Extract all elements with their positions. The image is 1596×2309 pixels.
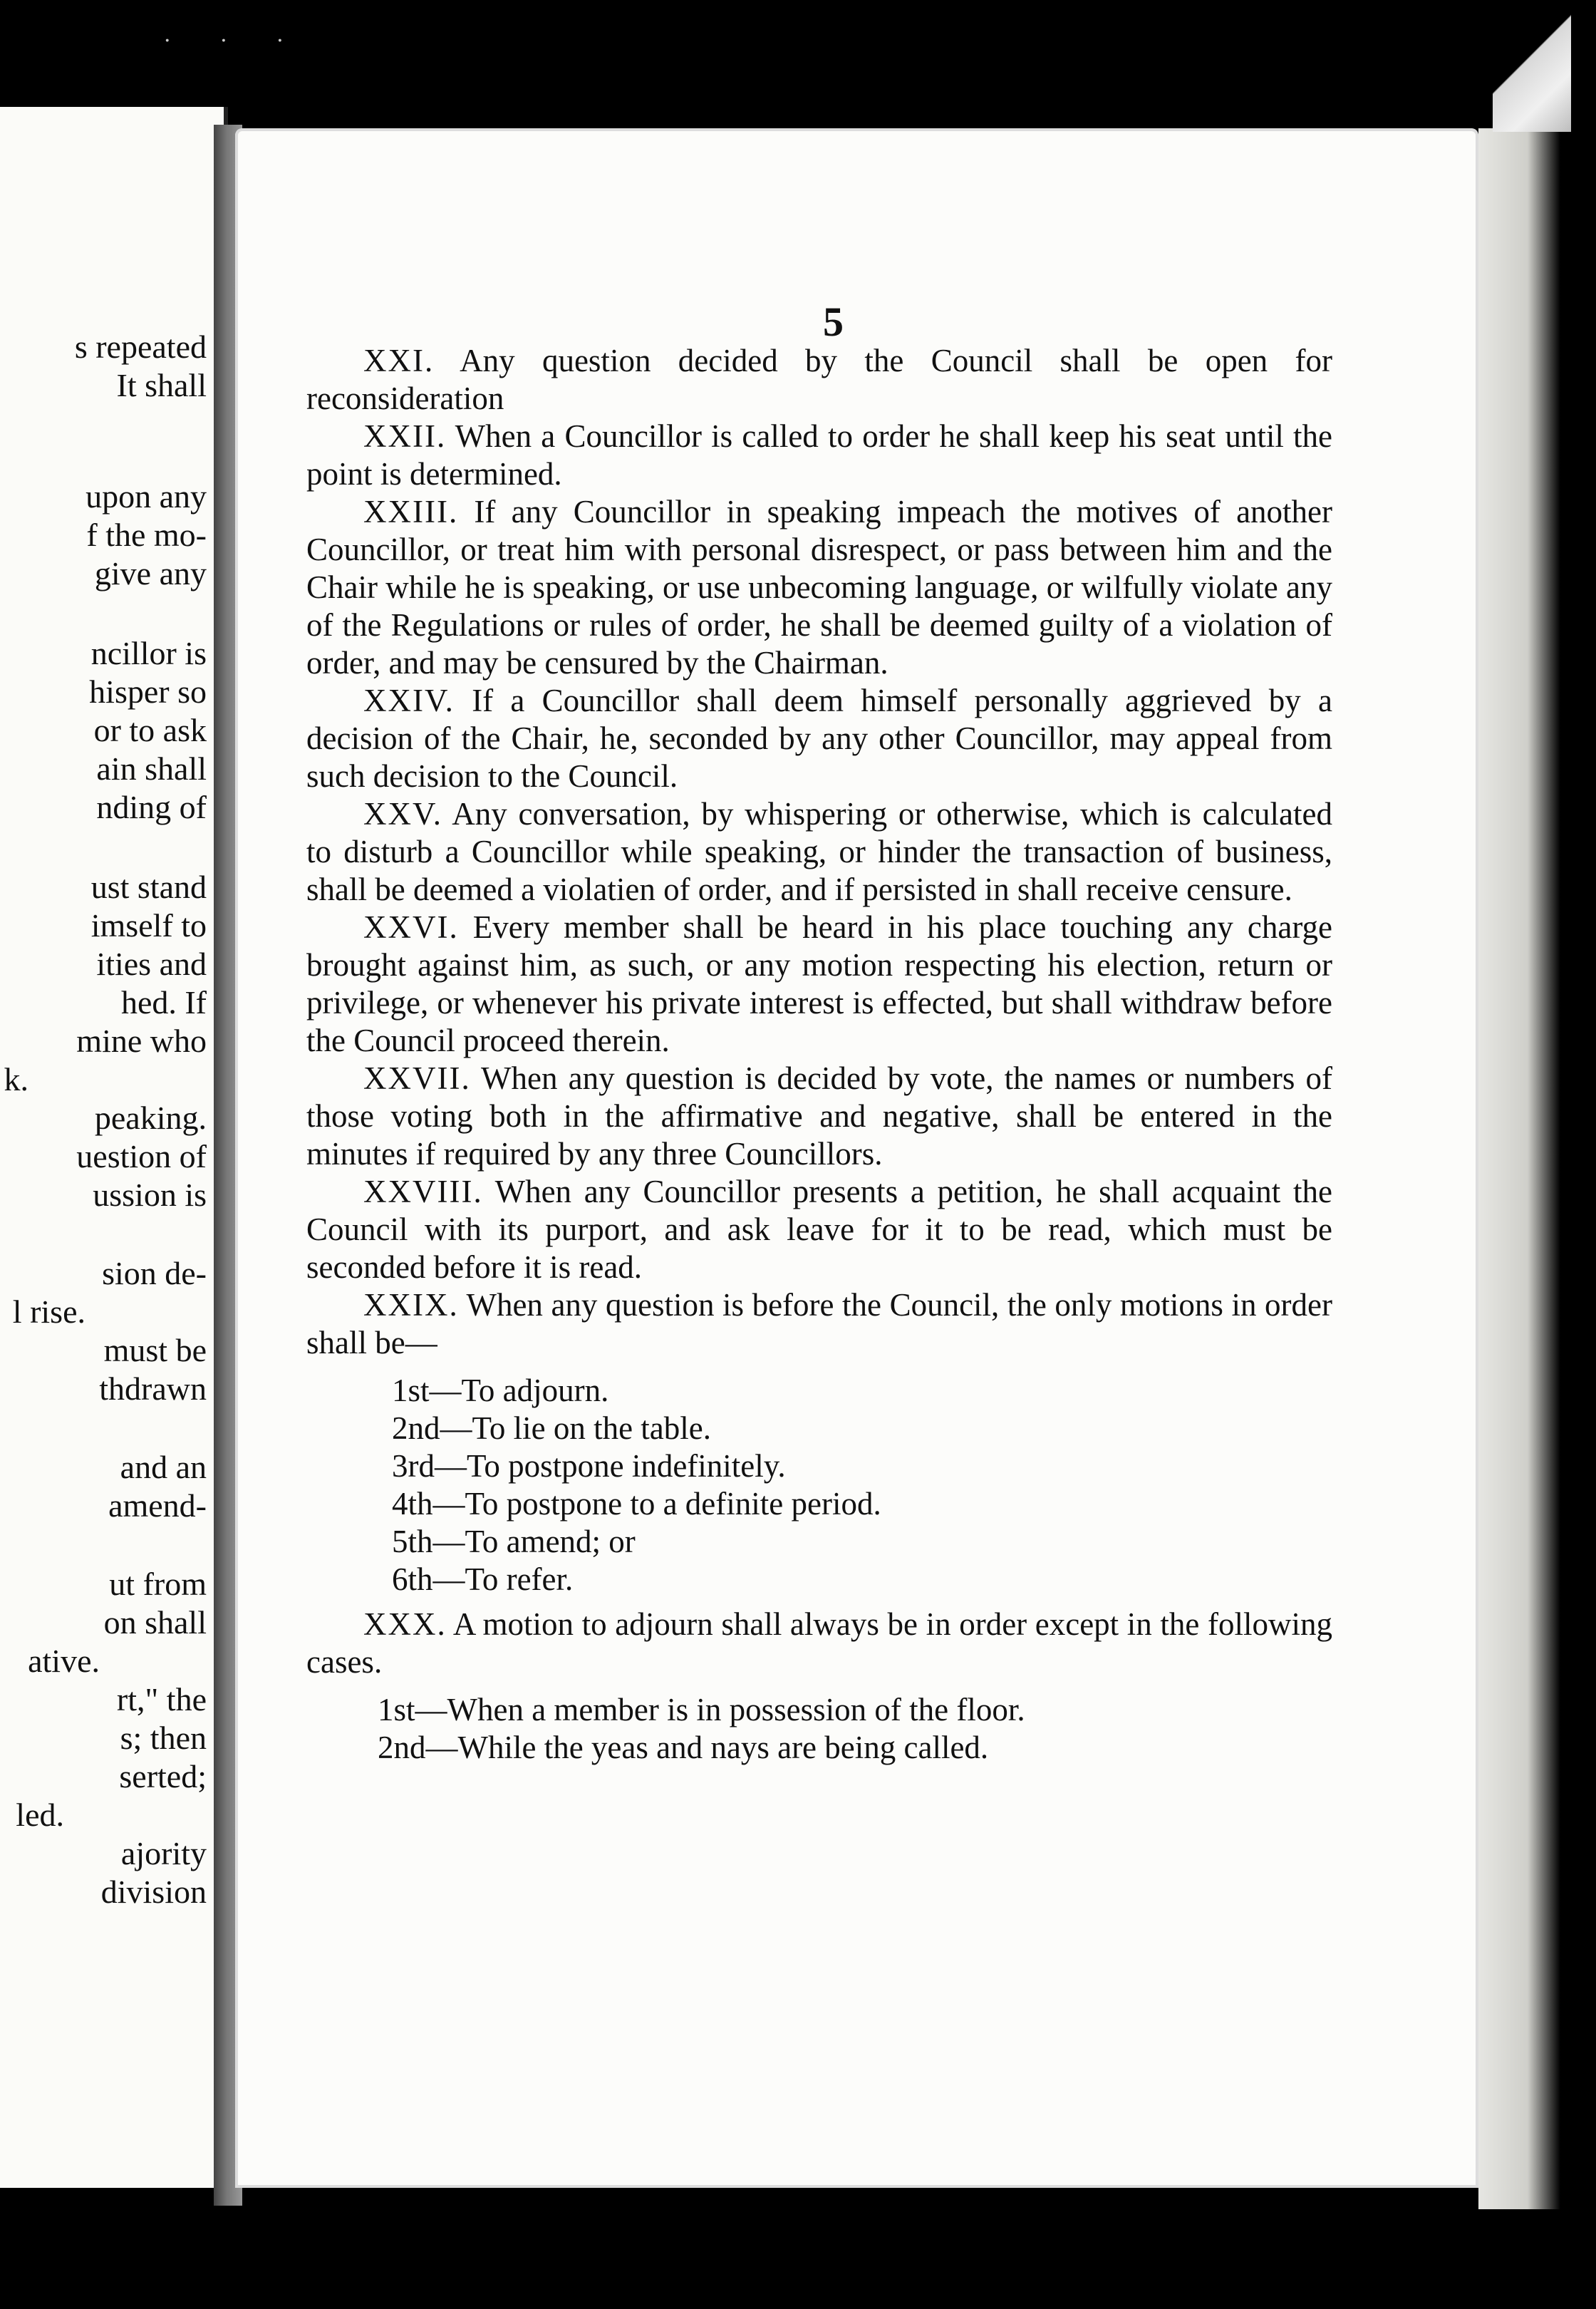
rule-number: XXIII. — [363, 494, 459, 530]
rule-number: XXX. — [363, 1606, 447, 1642]
rule-xxiv — [306, 682, 1332, 795]
left-line: thdrawn — [99, 1370, 207, 1407]
left-line: give any — [94, 555, 207, 592]
left-line: ajority — [120, 1835, 207, 1871]
list-item: 1st—When a member is in possession of the floor. — [378, 1692, 1025, 1727]
list-item: 6th—To refer. — [392, 1561, 574, 1597]
folded-corner — [1493, 14, 1571, 132]
dust-specks: · · · — [164, 29, 305, 53]
left-line: mine who — [76, 1023, 207, 1059]
left-line: ities and — [96, 946, 207, 982]
rule-text: When a Councillor is called to order he shall keep his seat until the point is determined. — [306, 418, 1333, 492]
left-line: amend- — [108, 1487, 207, 1524]
left-line: and an — [120, 1449, 207, 1485]
rule-number: XXIX. — [363, 1287, 459, 1323]
rule-number: XXIV. — [363, 683, 455, 718]
page-edge — [1478, 128, 1560, 2209]
left-line: hed. If — [120, 984, 207, 1021]
left-line: or to ask — [93, 712, 207, 748]
rule-text: Every member shall be heard in his place touching any charge brought against him, as such, or any motion respecting his election, return or privilege, or whenever his private interest is effected, but shall withdraw before the Council proceed therein. — [306, 909, 1332, 1058]
left-line: ncillor is — [90, 635, 207, 671]
list-item: 1st—To adjourn. — [392, 1373, 609, 1408]
rule-number: XXI. — [363, 343, 435, 378]
left-line: imself to — [90, 907, 207, 944]
left-line: f the mo- — [86, 517, 207, 553]
list-item: 4th—To postpone to a definite period. — [392, 1486, 881, 1522]
rule-number: XXVIII. — [363, 1174, 483, 1209]
rule-xxi — [306, 342, 1332, 418]
rule-text: A motion to adjourn shall always be in order except in the following cases. — [306, 1606, 1332, 1680]
left-line: rt," the — [116, 1681, 207, 1717]
rule-xxviii — [306, 1173, 1332, 1286]
rule-xxx — [306, 1606, 1332, 1681]
left-page — [0, 107, 228, 2188]
left-line: uestion of — [76, 1138, 207, 1174]
left-line: serted; — [119, 1758, 207, 1794]
left-line: peaking. — [94, 1100, 207, 1136]
rule-text: If a Councillor shall deem himself personally aggrieved by a decision of the Chair, he, seconded by any other Councillor, may appeal from such decision to the Council. — [306, 683, 1333, 794]
rule-text: Any question decided by the Council shall be open for reconsideration — [306, 343, 1332, 416]
list-item: 3rd—To postpone indefinitely. — [392, 1448, 786, 1484]
rules-text — [306, 342, 1332, 1774]
rule-number: XXVI. — [363, 909, 459, 945]
rule-xxvii — [306, 1060, 1332, 1173]
left-line: ut from — [109, 1566, 207, 1602]
left-line: sion de- — [102, 1255, 207, 1291]
left-line: k. — [4, 1061, 28, 1097]
adjourn-exceptions-list — [378, 1691, 1332, 1767]
rule-number: XXVII. — [363, 1060, 471, 1096]
rule-xxix — [306, 1286, 1332, 1362]
left-line: ative. — [28, 1643, 100, 1679]
page-number: 5 — [823, 299, 844, 345]
list-item: 2nd—While the yeas and nays are being called. — [378, 1730, 989, 1765]
left-line: upon any — [86, 478, 207, 515]
motions-list — [392, 1372, 1332, 1598]
rule-text: When any question is before the Council, the only motions in order shall be— — [306, 1287, 1332, 1360]
left-line: division — [100, 1874, 207, 1910]
rule-number: XXII. — [363, 418, 447, 454]
left-line: hisper so — [89, 673, 207, 710]
rule-text: Any conversation, by whispering or otherwise, which is calculated to disturb a Councillor while speaking, or hinder the transaction of business, shall be deemed a violatien of order, and if persisted in shall receive censure. — [306, 796, 1332, 907]
rule-xxvi — [306, 909, 1332, 1060]
left-line: led. — [16, 1797, 64, 1833]
rule-text: When any Councillor presents a petition, he shall acquaint the Council with its purport, and ask leave for it to be read, which must be seconded before it is read. — [306, 1174, 1332, 1285]
rule-xxiii — [306, 493, 1332, 682]
left-line: on shall — [103, 1604, 207, 1641]
left-line: must be — [103, 1332, 207, 1368]
rule-text: When any question is decided by vote, the names or numbers of those voting both in the affirmative and negative, shall be entered in the minutes if required by any three Councillors. — [306, 1060, 1333, 1172]
rule-xxii — [306, 418, 1332, 493]
list-item: 5th—To amend; or — [392, 1524, 636, 1559]
left-line: ussion is — [93, 1177, 207, 1213]
rule-xxv — [306, 795, 1332, 909]
left-line: nding of — [96, 789, 207, 825]
left-line: It shall — [116, 367, 207, 403]
left-line: ust stand — [90, 869, 207, 905]
left-line: ain shall — [96, 750, 207, 787]
left-line: s repeated — [74, 329, 207, 365]
left-line: l rise. — [12, 1293, 86, 1330]
rule-text: If any Councillor in speaking impeach the motives of another Councillor, or treat him with personal disrespect, or pass between him and the Chair while he is speaking, or use unbecoming language, or wilfully violate any of the Regulations or rules of order, he shall be deemed guilty of a violation of order, and may be censured by the Chairman. — [306, 494, 1333, 681]
left-line: s; then — [120, 1720, 207, 1756]
list-item: 2nd—To lie on the table. — [392, 1410, 712, 1446]
rule-number: XXV. — [363, 796, 442, 832]
